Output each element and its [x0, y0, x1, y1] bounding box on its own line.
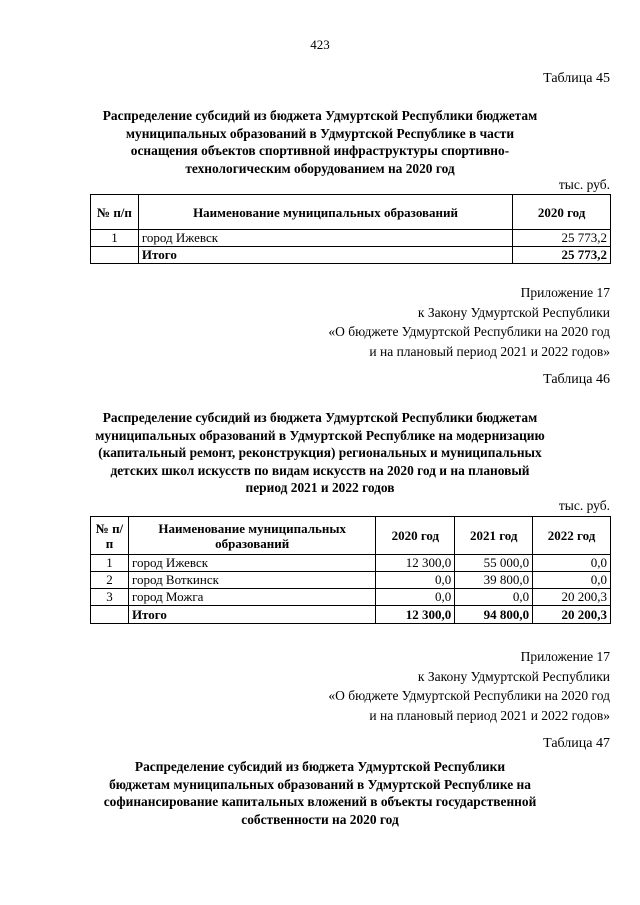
- cell-2020: 25 773,2: [513, 230, 611, 247]
- table-row: [91, 555, 611, 572]
- title-line: период 2021 и 2022 годов: [245, 480, 395, 495]
- title-line: оснащения объектов спортивной инфраструктуры спортивно-: [130, 143, 510, 158]
- title-line: Распределение субсидий из бюджета Удмуртской Республики бюджетам: [102, 108, 538, 123]
- table-header-row: [91, 195, 611, 230]
- appendix-line: «О бюджете Удмуртской Республики на 2020 год: [328, 688, 610, 703]
- header-name: Наименование муниципальных образований: [128, 517, 376, 555]
- title-line: бюджетам муниципальных образований в Удмуртской Республике на: [109, 776, 531, 792]
- cell-num: 3: [91, 589, 129, 606]
- cell-empty: [91, 606, 129, 624]
- table-header-row: [91, 517, 611, 555]
- header-num: № п/п: [91, 517, 129, 555]
- title-line: (капитальный ремонт, реконструкция) региональных и муниципальных: [98, 445, 542, 460]
- table-46-label: Таблица 46: [543, 372, 610, 387]
- appendix-line: Приложение 17: [520, 649, 610, 664]
- table-45-title: [90, 107, 550, 177]
- table-45-units: тыс. руб.: [558, 177, 610, 192]
- cell-total-2020: 25 773,2: [513, 247, 611, 264]
- title-line: Распределение субсидий из бюджета Удмуртской Республики бюджетам: [102, 410, 538, 425]
- appendix-line: и на плановый период 2021 и 2022 годов»: [369, 343, 610, 359]
- appendix-line: «О бюджете Удмуртской Республики на 2020 год: [328, 324, 610, 339]
- cell-num: 2: [91, 572, 129, 589]
- appendix-line: к Закону Удмуртской Республики: [417, 304, 610, 320]
- appendix-block: [328, 283, 610, 361]
- table-row: [91, 230, 611, 247]
- cell-empty: [91, 247, 139, 264]
- title-line: муниципальных образований в Удмуртской Республике на модернизацию: [95, 427, 545, 443]
- appendix-line: Приложение 17: [520, 285, 610, 300]
- cell-total-label: Итого: [138, 247, 512, 264]
- table-45-label: Таблица 45: [543, 71, 610, 86]
- cell-num: 1: [91, 555, 129, 572]
- header-num: № п/п: [91, 195, 139, 230]
- table-46: [90, 516, 611, 624]
- table-46-units: тыс. руб.: [558, 498, 610, 513]
- cell-name: город Можга: [128, 589, 376, 606]
- cell-total-2021: 94 800,0: [455, 606, 533, 624]
- cell-2020: 12 300,0: [376, 555, 455, 572]
- appendix-line: и на плановый период 2021 и 2022 годов»: [369, 707, 610, 723]
- title-line: Распределение субсидий из бюджета Удмуртской Республики: [134, 759, 506, 774]
- table-row: [91, 589, 611, 606]
- cell-total-2022: 20 200,3: [533, 606, 611, 624]
- cell-2022: 0,0: [533, 555, 611, 572]
- cell-total-label: Итого: [128, 606, 376, 624]
- table-47-title: [80, 758, 560, 828]
- appendix-block: [328, 647, 610, 725]
- cell-2021: 0,0: [455, 589, 533, 606]
- title-line: муниципальных образований в Удмуртской Республике в части: [125, 125, 515, 141]
- header-2022: 2022 год: [533, 517, 611, 555]
- cell-num: 1: [91, 230, 139, 247]
- cell-2021: 55 000,0: [455, 555, 533, 572]
- title-line: собственности на 2020 год: [241, 811, 399, 827]
- header-name: Наименование муниципальных образований: [138, 195, 512, 230]
- table-total-row: [91, 247, 611, 264]
- table-row: [91, 572, 611, 589]
- page-number: 423: [310, 37, 330, 52]
- title-line: софинансирование капитальных вложений в объекты государственной: [103, 794, 537, 809]
- cell-2020: 0,0: [376, 572, 455, 589]
- header-2020: 2020 год: [513, 195, 611, 230]
- header-2021: 2021 год: [455, 517, 533, 555]
- title-line: технологическим оборудованием на 2020 год: [185, 160, 455, 176]
- title-line: детских школ искусств по видам искусств на 2020 год и на плановый: [110, 462, 530, 478]
- appendix-line: к Закону Удмуртской Республики: [417, 668, 610, 684]
- table-45: [90, 194, 611, 264]
- cell-2021: 39 800,0: [455, 572, 533, 589]
- cell-name: город Ижевск: [138, 230, 512, 247]
- cell-2020: 0,0: [376, 589, 455, 606]
- table-total-row: [91, 606, 611, 624]
- cell-name: город Ижевск: [128, 555, 376, 572]
- cell-2022: 20 200,3: [533, 589, 611, 606]
- table-47-label: Таблица 47: [543, 736, 610, 751]
- cell-2022: 0,0: [533, 572, 611, 589]
- cell-total-2020: 12 300,0: [376, 606, 455, 624]
- cell-name: город Воткинск: [128, 572, 376, 589]
- table-46-title: [80, 409, 560, 497]
- header-2020: 2020 год: [376, 517, 455, 555]
